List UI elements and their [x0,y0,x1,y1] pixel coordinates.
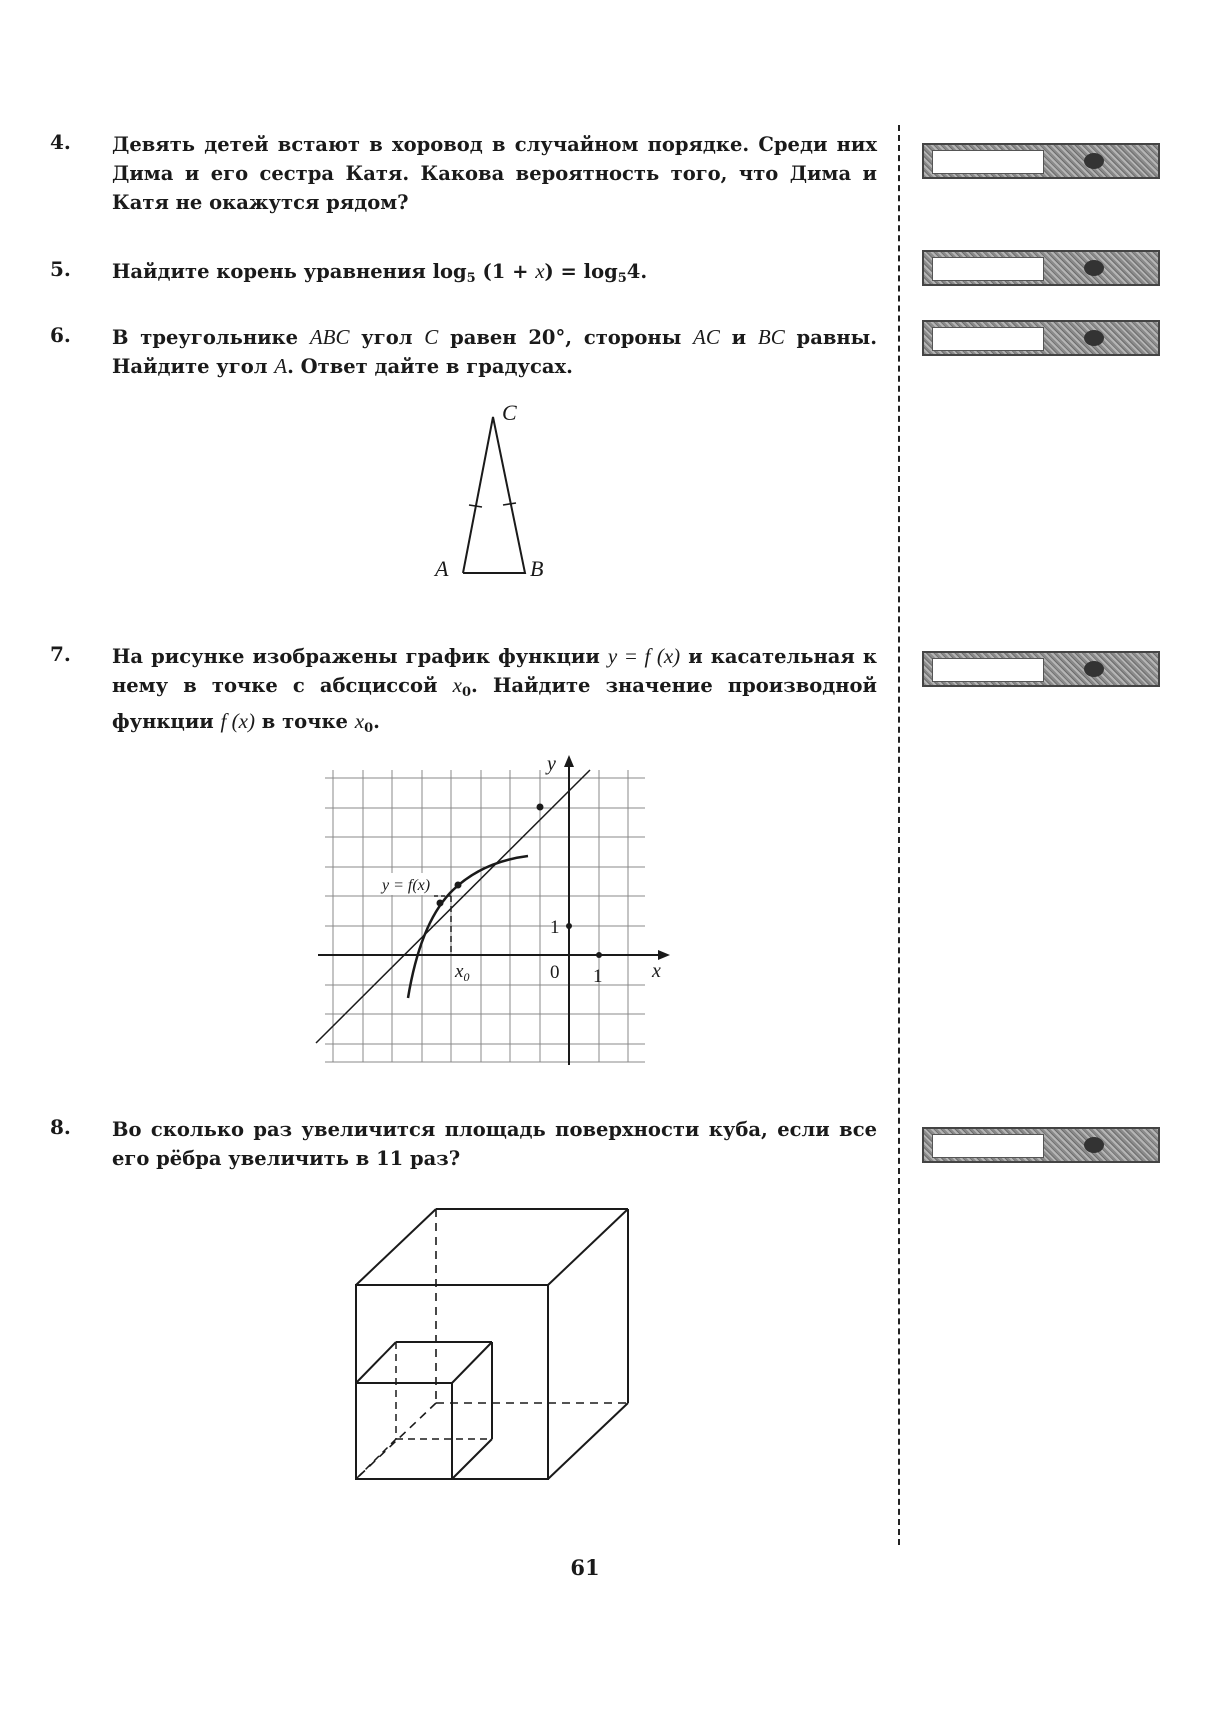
x-one-label: 1 [593,966,603,987]
point-one-x [596,952,602,958]
cut-line [898,125,900,1545]
problem-number: 5. [50,257,71,281]
point-one-y [566,923,572,929]
function-graph [310,750,680,1070]
function-label: y = f(x) [382,877,431,894]
problem-text: На рисунке изображены график функции y = f (x) и касательная к нему в точке с абсциссой $x_0$. Найдите значение производной функции f (x) в точке $x_0$. [112,644,877,736]
grid [325,770,645,1062]
x-axis-arrow [658,950,670,960]
cube-figure [350,1205,640,1485]
y-one-label: 1 [550,917,560,938]
scan-mark [1084,153,1104,169]
vertex-label-b: B [530,556,544,581]
answer-field[interactable] [932,1134,1044,1158]
problem-number: 4. [50,130,71,154]
scan-mark [1084,661,1104,677]
triangle-edges [463,417,525,573]
tangent-line [316,770,590,1043]
answer-field[interactable] [932,150,1044,174]
scan-mark [1084,260,1104,276]
problem-number: 6. [50,323,71,347]
answer-box-5[interactable] [922,250,1160,286]
x-axis-label: x [652,960,661,982]
scan-mark [1084,330,1104,346]
answer-box-8[interactable] [922,1127,1160,1163]
point-tangent [455,882,462,889]
problem-number: 7. [50,642,71,666]
problem-text: Найдите корень уравнения $\log_5 (1 + x) = \log_54$. [112,259,648,286]
answer-box-6[interactable] [922,320,1160,356]
problem-text: В треугольнике ABC угол C равен 20°, стороны AC и BC равны. Найдите угол A. Ответ дайте в градусах. [112,325,877,378]
tick-mark-ac [469,505,482,507]
scan-mark [1084,1137,1104,1153]
triangle-figure [420,395,570,590]
y-axis-arrow [564,755,574,767]
vertex-label-c: C [502,400,517,425]
x0-label: $x_0$ [455,961,470,984]
answer-field[interactable] [932,257,1044,281]
answer-box-7[interactable] [922,651,1160,687]
tick-mark-bc [503,503,516,505]
y-axis-label: y [547,753,556,775]
problem-number: 8. [50,1115,71,1139]
problem-text: Девять детей встают в хоровод в случайном порядке. Среди них Дима и его сестра Катя. Какова вероятность того, что Дима и Катя не окажутся рядом? [112,133,877,214]
answer-field[interactable] [932,658,1044,682]
vertex-label-a: A [435,556,449,581]
origin-label: 0 [550,962,560,983]
page-number: 61 [570,1555,600,1580]
answer-box-4[interactable] [922,143,1160,179]
answer-field[interactable] [932,327,1044,351]
point-upper [537,804,544,811]
problem-text: Во сколько раз увеличится площадь поверхности куба, если все его рёбра увеличить в 11 раз? [112,1118,877,1170]
point-curve-lower [437,900,444,907]
